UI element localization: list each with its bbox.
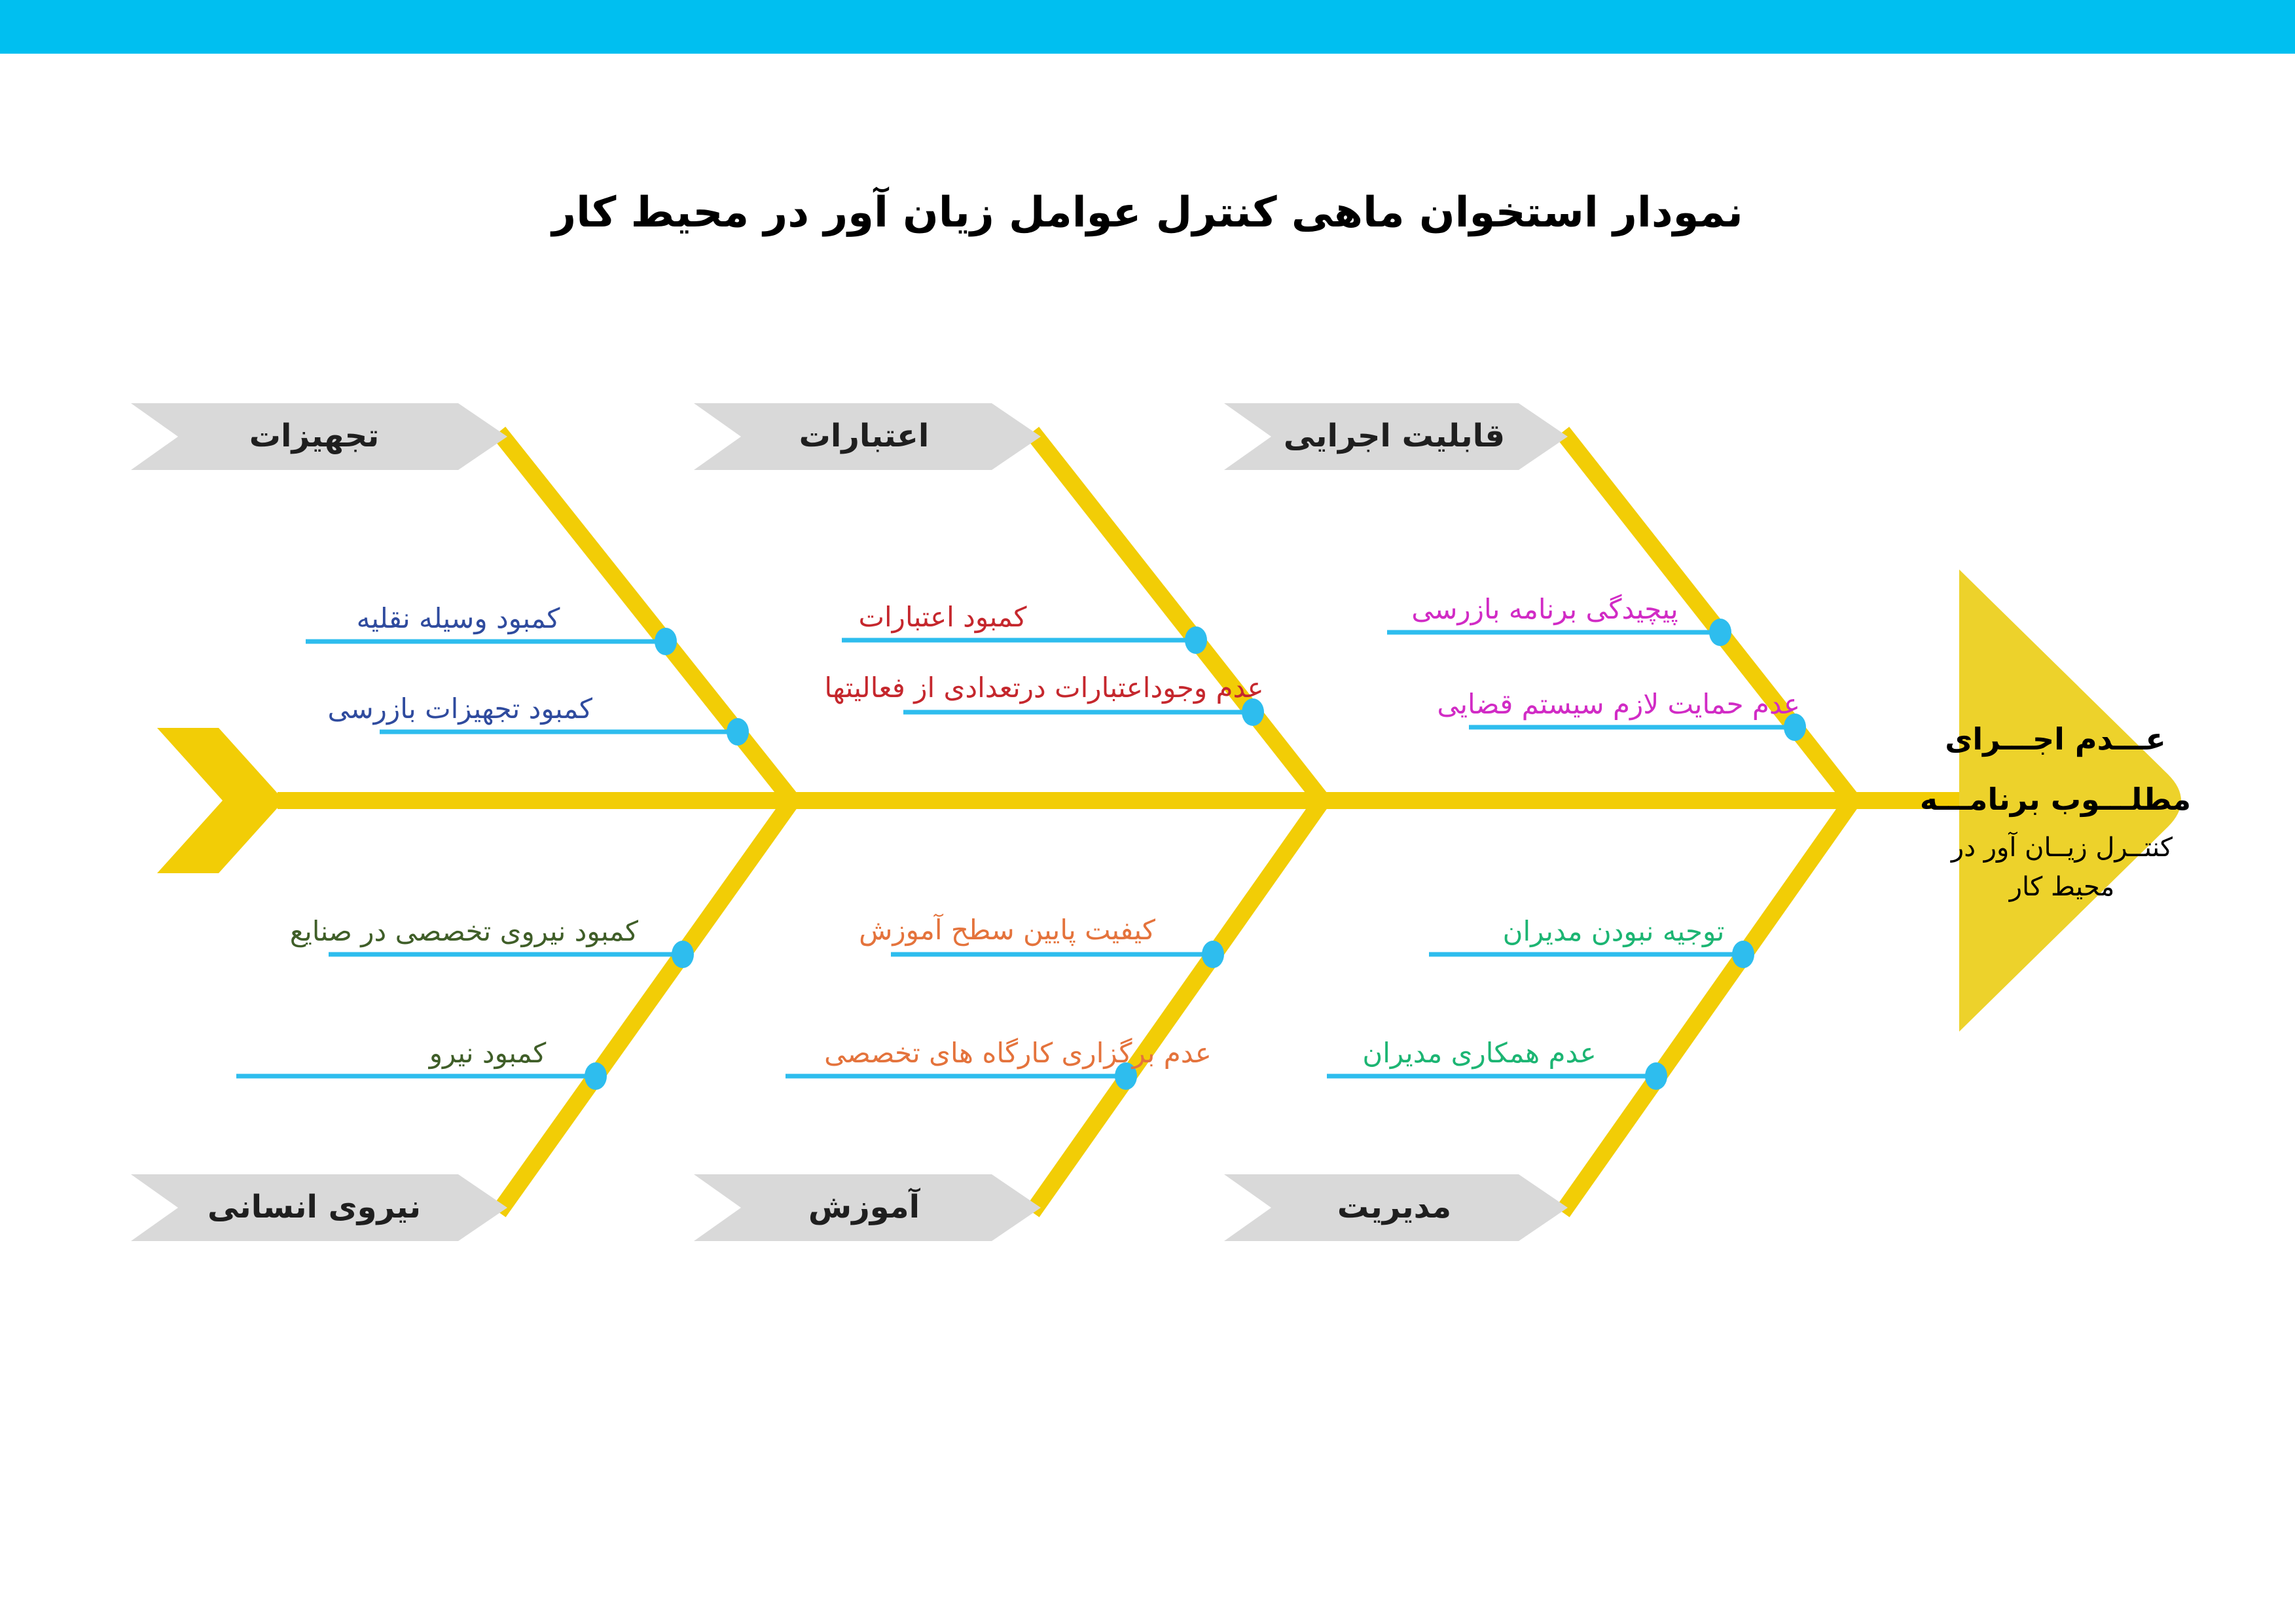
- rib-credits: [1032, 432, 1322, 801]
- cause-text-hr-1: کمبود نیروی تخصصی در صنایع: [289, 915, 638, 947]
- banner-label-equipment: تجهیزات: [249, 418, 380, 454]
- fish-tail: [157, 728, 284, 873]
- cause-text-equipment-2: کمبود تجهیزات بازرسی: [327, 693, 592, 725]
- banner-label-feasibility: قابلیت اجرایی: [1283, 418, 1506, 454]
- head-effect-line-4: محیط کار: [2009, 872, 2115, 902]
- cause-text-feasibility-1: پیچیدگی برنامه بازرسی: [1411, 593, 1678, 625]
- cause-text-management-2: عدم همکاری مدیران: [1362, 1037, 1597, 1069]
- cause-dot: [1709, 619, 1731, 646]
- rib-human-resources: [499, 801, 792, 1212]
- banner-label-credits: اعتبارات: [799, 418, 930, 454]
- cause-text-credits-1: کمبود اعتبارات: [858, 601, 1027, 633]
- cause-dot: [655, 628, 677, 655]
- rib-training: [1032, 801, 1322, 1212]
- cause-dot: [672, 941, 694, 968]
- banner-label-human-resources: نیروی انسانی: [208, 1189, 421, 1225]
- rib-management: [1563, 801, 1852, 1212]
- cause-dot: [1185, 626, 1207, 654]
- cause-text-feasibility-2: عدم حمایت لازم سیستم قضایی: [1437, 688, 1800, 720]
- cause-text-training-2: عدم برگزاری کارگاه های تخصصی: [824, 1037, 1212, 1069]
- cause-dot: [1645, 1062, 1667, 1090]
- cause-text-hr-2: کمبود نیرو: [429, 1037, 547, 1069]
- banner-label-management: مدیریت: [1337, 1189, 1452, 1225]
- cause-text-management-1: توجیه نبودن مدیران: [1502, 915, 1725, 947]
- cause-text-equipment-1: کمبود وسیله نقلیه: [356, 602, 560, 634]
- head-effect-line-3: کنتــرل زیــان آور در: [1951, 833, 2173, 863]
- cause-text-credits-2: عدم وجوداعتبارات درتعدادی از فعالیتها: [824, 672, 1264, 704]
- head-effect-line-1: عـــدم اجـــرای: [1945, 721, 2166, 757]
- cause-text-training-1: کیفیت پایین سطح آموزش: [859, 914, 1155, 946]
- head-effect-line-2: مطلـــوب برنامـــه: [1919, 782, 2192, 817]
- cause-dot: [585, 1062, 607, 1090]
- banner-label-training: آموزش: [808, 1189, 920, 1225]
- cause-dot: [727, 718, 749, 746]
- page-title: نمودار استخوان ماهی کنترل عوامل زیان آور در محیط کار: [552, 189, 1743, 237]
- cause-dot: [1202, 941, 1224, 968]
